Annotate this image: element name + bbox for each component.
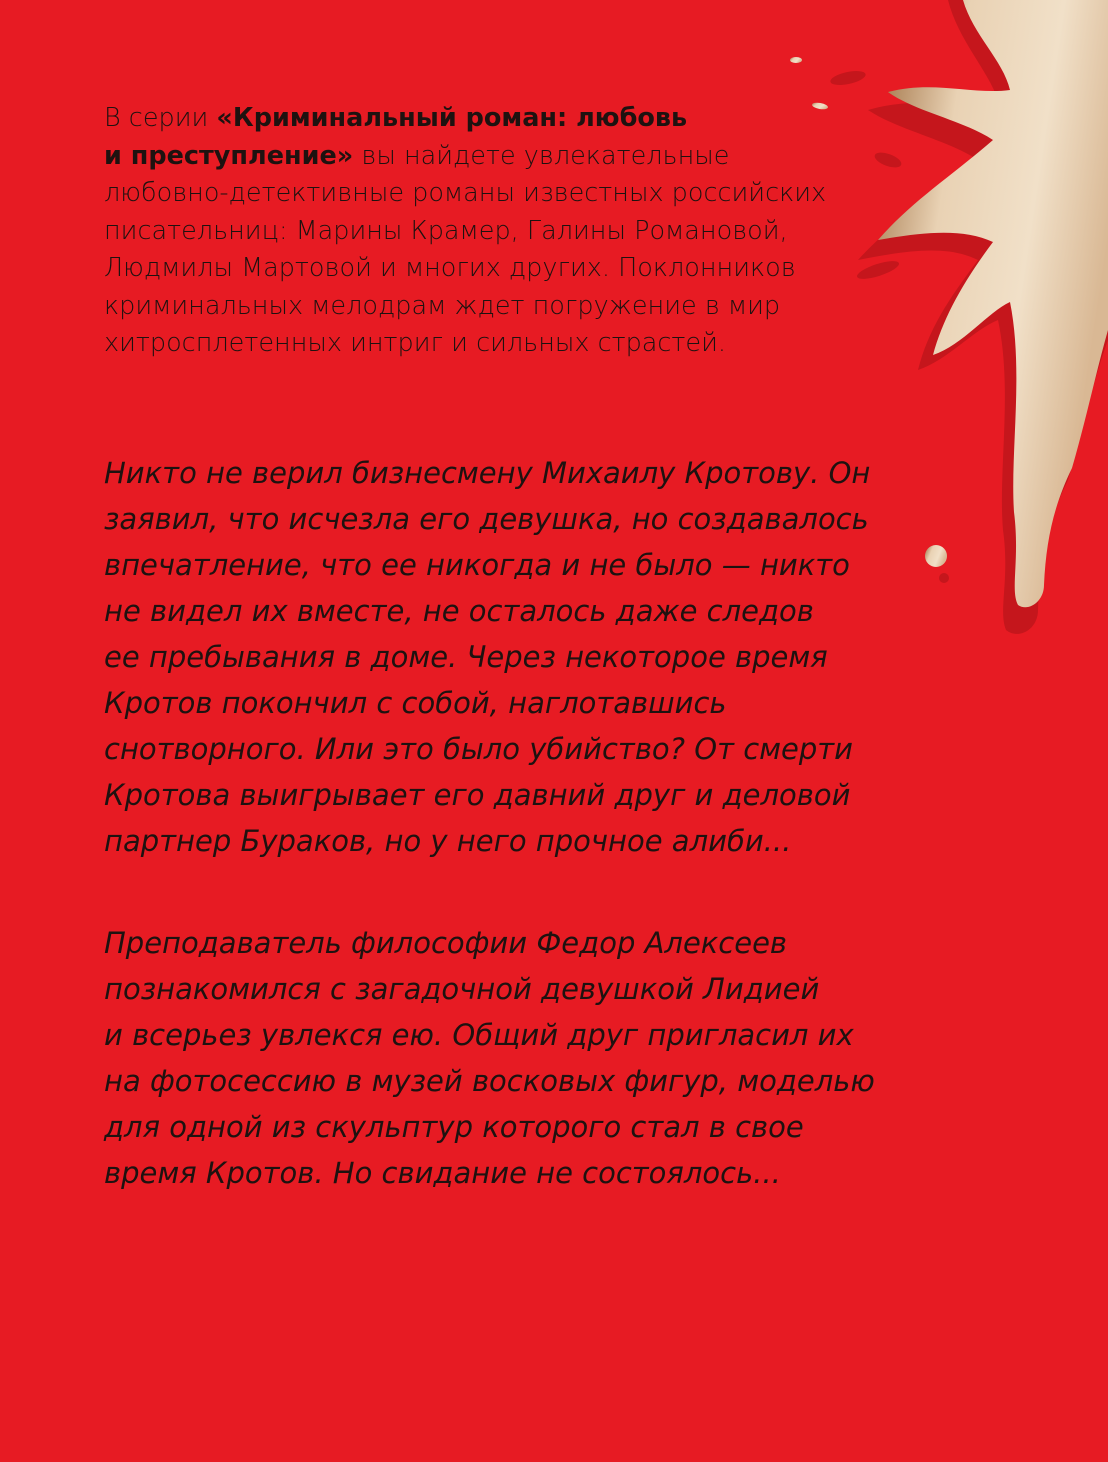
intro-line-1 <box>104 100 864 138</box>
synopsis-2-line: время Кротов. Но свидание не состоялось... <box>104 1156 781 1190</box>
series-title: «Криминальный роман: любовь <box>216 103 688 133</box>
intro-line-3: любовно-детективные романы известных российских <box>104 178 827 208</box>
synopsis-1-line: ее пребывания в доме. Через некоторое время <box>104 640 828 674</box>
synopsis-paragraph-2 <box>104 920 904 1196</box>
synopsis-2-line: Преподаватель философии Федор Алексеев <box>104 926 788 960</box>
synopsis-2-line: на фотосессию в музей восковых фигур, моделью <box>104 1064 875 1098</box>
intro-line-7: хитросплетенных интриг и сильных страстей. <box>104 328 727 358</box>
synopsis-1-line: заявил, что исчезла его девушка, но создавалось <box>104 502 869 536</box>
intro-line-4: писательниц: Марины Крамер, Галины Романовой, <box>104 215 788 246</box>
intro-line-6: криминальных мелодрам ждет погружение в мир <box>104 290 781 321</box>
synopsis-1-line: не видел их вместе, не осталось даже следов <box>104 594 814 628</box>
intro-line-5: Людмилы Мартовой и многих других. Поклонников <box>104 253 796 283</box>
synopsis-2-line: и всерьез увлекся ею. Общий друг пригласил их <box>104 1018 854 1052</box>
synopsis-1-line: Никто не верил бизнесмену Михаилу Кротову. Он <box>104 456 871 490</box>
synopsis-1-line: партнер Бураков, но у него прочное алиби... <box>104 824 792 858</box>
intro-prefix: В серии <box>104 103 217 133</box>
synopsis-2-line: для одной из скульптур которого стал в свое <box>104 1110 804 1144</box>
synopsis-2-line: познакомился с загадочной девушкой Лидией <box>104 972 820 1006</box>
intro-line-2-rest: вы найдете увлекательные <box>353 140 730 171</box>
series-intro <box>104 100 864 363</box>
synopsis-1-line: Кротов покончил с собой, наглотавшись <box>104 686 727 720</box>
synopsis-1-line: впечатление, что ее никогда и не было — никто <box>104 548 850 582</box>
synopsis-1-line: Кротова выигрывает его давний друг и деловой <box>104 778 851 812</box>
synopsis-1-line: снотворного. Или это было убийство? От смерти <box>104 732 854 766</box>
synopsis-paragraph-1 <box>104 450 904 864</box>
intro-line-2 <box>104 138 864 176</box>
series-title-cont: и преступление» <box>104 140 354 171</box>
